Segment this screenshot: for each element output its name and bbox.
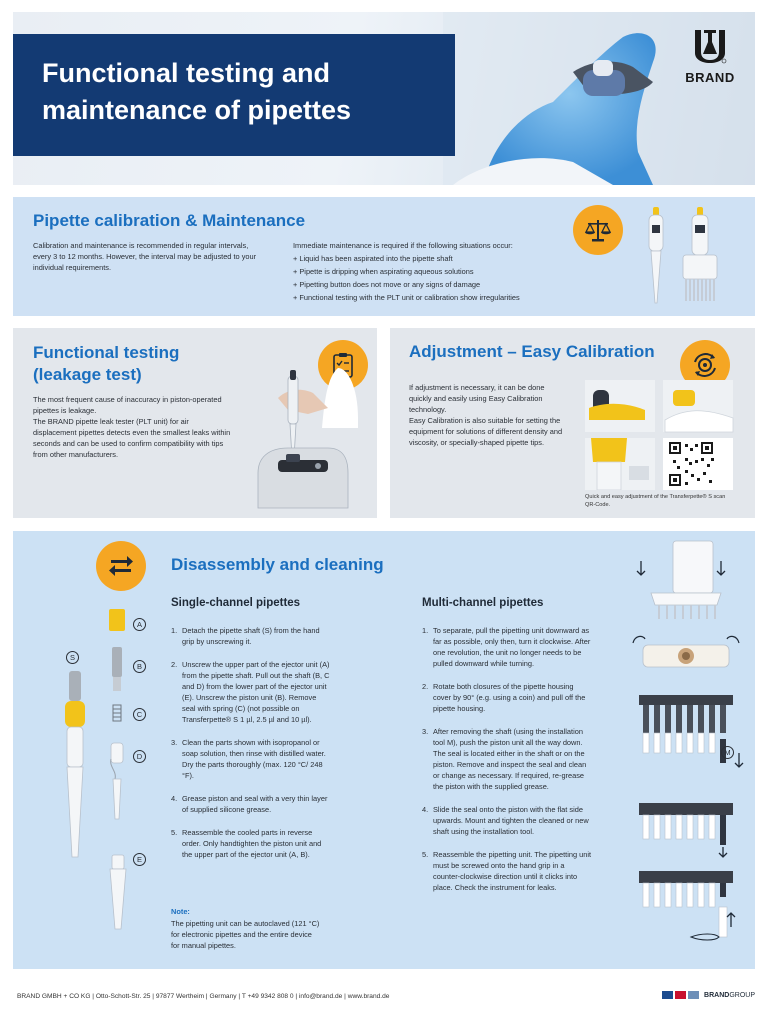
easy-calibration-photos: [585, 380, 735, 490]
step-item: 1. To separate, pull the pipetting unit downward as far as possible, only then, turn it clockwise. After one revolution, the unit no longer needs to be pulled downward while turning.: [422, 626, 591, 668]
step-text: Unscrew the upper part of the ejector unit (A) from the pipette shaft. Pull out the shaft (B, C and D) from the lower part of the ejector unit (E). Unscrew the piston unit (B). Remove seal with spring (C) (not possible on Transferpette® S 1 µl, 2.5 µl and 10 µl).: [182, 660, 330, 724]
functional-testing-text: [33, 394, 233, 460]
adjustment-paragraph: If adjustment is necessary, it can be done quickly and easily using Easy Calibration technology.: [409, 383, 545, 414]
adjustment-panel: [390, 328, 755, 518]
adjustment-text: [409, 382, 569, 448]
step-item: 1. Detach the pipette shaft (S) from the hand grip by unscrewing it.: [171, 625, 331, 647]
brandgroup-square: [675, 991, 686, 999]
maintenance-item: + Functional testing with the PLT unit or calibration show irregularities: [293, 293, 520, 302]
part-label-d: D: [133, 750, 146, 763]
step-text: Reassemble the pipetting unit. The pipetting unit must be screwed onto the hand grip in a counter-clockwise direction until it clicks into place. Check the instrument for leaks.: [433, 850, 592, 892]
step-item: 3. After removing the shaft (using the installation tool M), push the piston unit all the way down. The seal is located either in the shaft or on the piston. Remove and inspect the seal and clean or change as necessary. If required, re-grease the piston with the supplied grease.: [422, 726, 592, 792]
title-line-2: maintenance of pipettes: [42, 95, 352, 125]
step-text: Clean the parts shown with isopropanol or soap solution, then rinse with distilled water. Dry the parts thoroughly (max. 120 °C/ 248 °F).: [182, 738, 326, 780]
hero-banner: [13, 12, 755, 185]
brandgroup-bold: BRAND: [704, 991, 730, 999]
adjustment-title: Adjustment – Easy Calibration: [409, 342, 655, 361]
part-label-e: E: [133, 853, 146, 866]
multi-channel-title: Multi-channel pipettes: [422, 597, 544, 609]
step-text: Slide the seal onto the piston with the flat side upwards. Mount and tighten the cleaned or new shaft using the installation tool.: [433, 805, 589, 836]
calibration-title: Pipette calibration & Maintenance: [33, 211, 306, 230]
functional-title-line-1: Functional testing: [33, 343, 180, 362]
title-line-1: Functional testing and: [42, 58, 330, 88]
single-channel-steps: [171, 625, 331, 872]
footer-address: BRAND GMBH + CO KG | Otto-Schott-Str. 25 | 97877 Wertheim | Germany | T +49 9342 808 0 | info@brand.de | www.brand.de: [17, 993, 390, 1000]
step-text: After removing the shaft (using the installation tool M), push the piston unit all the way down. The seal is located either in the shaft or on the piston. Remove and inspect the seal and clean or change as necessary. If required, re-grease the piston with the supplied grease.: [433, 727, 587, 791]
disassembly-title: Disassembly and cleaning: [171, 555, 384, 574]
step-text: Grease piston and seal with a very thin layer of supplied silicone grease.: [182, 794, 328, 814]
multi-channel-steps: [422, 625, 592, 905]
step-text: To separate, pull the pipetting unit downward as far as possible, only then, turn it clockwise. After one revolution, the unit no longer needs to be pulled downward while turning.: [433, 626, 591, 668]
calibration-interval-text: Calibration and maintenance is recommended in regular intervals, every 3 to 12 months. However, the interval may be adjusted to your individual requirements.: [33, 241, 257, 272]
step-item: 5. Reassemble the pipetting unit. The pipetting unit must be screwed onto the hand grip in a counter-clockwise direction until it clicks into place. Check the instrument for leaks.: [422, 850, 592, 892]
adjustment-paragraph: Easy Calibration is also suitable for setting the equipment for solutions of different density and viscosity, or specially-shaped pipette tips.: [409, 416, 563, 447]
brandgroup-rest: GROUP: [729, 991, 755, 999]
photo-caption: Quick and easy adjustment of the Transferpette® S scan QR-Code.: [585, 494, 726, 508]
part-label-b: B: [133, 660, 146, 673]
part-label-c: C: [133, 708, 146, 721]
part-label-s: S: [66, 651, 79, 664]
brandgroup-logo: [662, 991, 755, 999]
page-title: [42, 55, 442, 129]
leak-tester-image: [238, 348, 358, 513]
functional-testing-title: [33, 342, 179, 386]
maintenance-item: + Pipette is dripping when aspirating aqueous solutions: [293, 267, 474, 276]
step-item: 4. Grease piston and seal with a very thin layer of supplied silicone grease.: [171, 793, 331, 815]
pipettes-image: [633, 203, 743, 311]
step-text: Reassemble the cooled parts in reverse order. Only handtighten the piston unit and the upper part of the ejector unit (A, B).: [182, 828, 322, 859]
swap-arrows-icon: [96, 541, 146, 591]
part-label-a: A: [133, 618, 146, 631]
maintenance-item: + Pipetting button does not move or any signs of damage: [293, 280, 481, 289]
single-channel-title: Single-channel pipettes: [171, 597, 301, 609]
footer: [13, 990, 755, 1004]
functional-paragraph: The BRAND pipette leak tester (PLT unit) for air displacement pipettes detects even the smallest leaks within seconds and can be used to confirm compatibility with tips from other manufacturers.: [33, 417, 231, 459]
tool-label-m: M: [721, 746, 734, 759]
step-item: 3. Clean the parts shown with isopropanol or soap solution, then rinse with distilled water. Dry the parts thoroughly (max. 120 °C/ 248 °F).: [171, 737, 331, 781]
functional-paragraph: The most frequent cause of inaccuracy in piston-operated pipettes is leakage.: [33, 395, 222, 415]
calibration-panel: [13, 197, 755, 316]
step-text: Detach the pipette shaft (S) from the hand grip by unscrewing it.: [182, 626, 320, 646]
maintenance-item: + Liquid has been aspirated into the pipette shaft: [293, 254, 453, 263]
brandgroup-square: [688, 991, 699, 999]
functional-title-line-2: (leakage test): [33, 365, 142, 384]
brand-name: BRAND: [685, 70, 735, 85]
step-text: Rotate both closures of the pipette housing cover by 90° (e.g. using a coin) and pull off the pipette housing.: [433, 682, 586, 713]
step-item: 5. Reassemble the cooled parts in reverse order. Only handtighten the piston unit and the upper part of the ejector unit (A, B).: [171, 827, 331, 860]
disassembly-panel: [13, 531, 755, 969]
title-box: [13, 34, 455, 156]
brand-logo: [681, 28, 739, 85]
step-item: 4. Slide the seal onto the piston with the flat side upwards. Mount and tighten the cleaned or new shaft using the installation tool.: [422, 804, 592, 837]
functional-testing-panel: [13, 328, 377, 518]
brandgroup-square: [662, 991, 673, 999]
note-label: Note:: [171, 907, 190, 916]
maintenance-intro: Immediate maintenance is required if the following situations occur:: [293, 241, 513, 250]
brandgroup-text: [704, 992, 755, 999]
step-item: 2. Unscrew the upper part of the ejector unit (A) from the pipette shaft. Pull out the shaft (B, C and D) from the lower part of the ejector unit (E). Unscrew the piston unit (B). Remove seal with spring (C) (not possible on Transferpette® S 1 µl, 2.5 µl and 10 µl).: [171, 660, 330, 724]
flask-logo-icon: [692, 28, 728, 64]
scale-icon: [573, 205, 623, 255]
maintenance-conditions: [293, 240, 573, 303]
note-text: The pipetting unit can be autoclaved (121 °C) for electronic pipettes and the entire device for manual pipettes.: [171, 919, 320, 950]
step-item: 2. Rotate both closures of the pipette housing cover by 90° (e.g. using a coin) and pull off the pipette housing.: [422, 681, 592, 714]
